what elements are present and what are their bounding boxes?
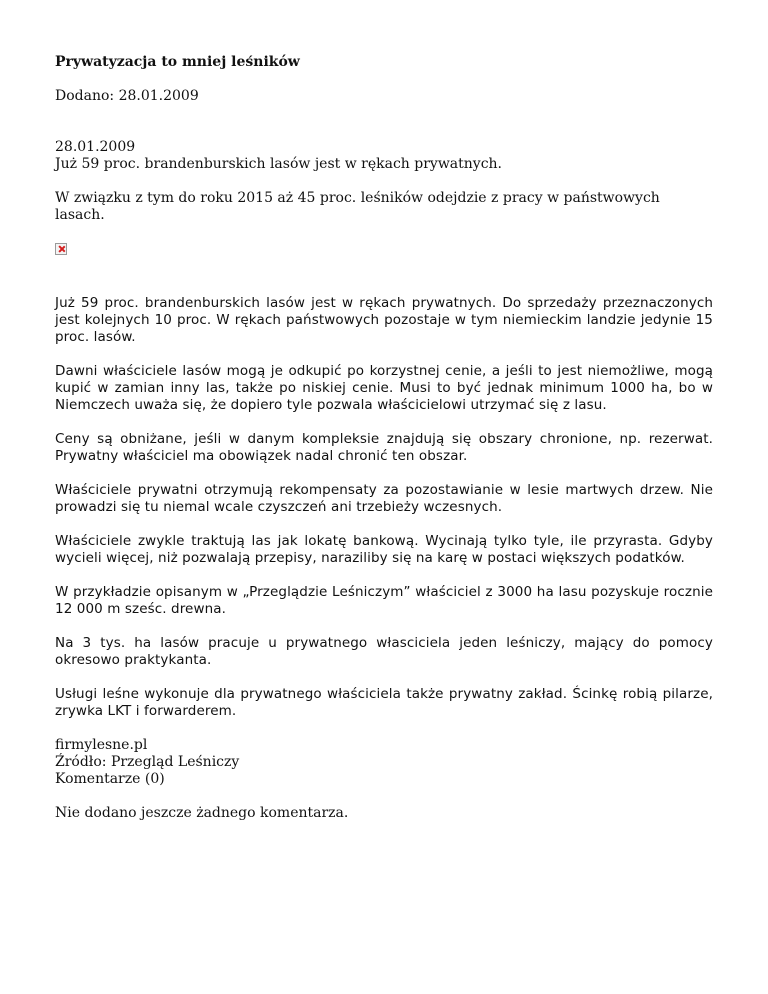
paragraph-4: Właściciele prywatni otrzymują rekompensaty za pozostawianie w lesie martwych drzew. Nie prowadzi się tu niemal wcale czyszczeń ani trzebieży wczesnych. — [55, 482, 713, 515]
paragraph-8: Usługi leśne wykonuje dla prywatnego właściciela także prywatny zakład. Ścinkę robią pilarze, zrywka LKT i forwarderem. — [55, 686, 713, 719]
paragraph-3: Ceny są obniżane, jeśli w danym kompleksie znajdują się obszary chronione, np. rezerwat. Prywatny właściciel ma obowiązek nadal chronić ten obszar. — [55, 431, 713, 464]
paragraph-6: W przykładzie opisanym w „Przeglądzie Leśniczym” właściciel z 3000 ha lasu pozyskuje rocznie 12 000 m sześc. drewna. — [55, 584, 713, 617]
lead-line-2: W związku z tym do roku 2015 aż 45 proc. leśników odejdzie z pracy w państwowych lasach. — [55, 190, 660, 223]
site-name: firmylesne.pl — [55, 737, 148, 753]
footer-block — [55, 737, 713, 788]
source-line: Źródło: Przegląd Leśniczy — [55, 754, 240, 770]
comments-count: Komentarze (0) — [55, 771, 165, 787]
spacer — [55, 122, 713, 139]
image-row — [55, 241, 713, 258]
added-date: Dodano: 28.01.2009 — [55, 88, 199, 104]
no-comments-message: Nie dodano jeszcze żadnego komentarza. — [55, 805, 349, 821]
paragraph-2: Dawni właściciele lasów mogą je odkupić po korzystnej cenie, a jeśli to jest niemożliwe, mogą kupić w zamian inny las, także po niskiej cenie. Musi to być jednak minimum 1000 ha, bo w Niemczech uważa się, że dopiero tyle pozwala właścicielowi utrzymać się z lasu. — [55, 363, 713, 413]
lead-block — [55, 139, 713, 173]
article-title: Prywatyzacja to mniej leśników — [55, 54, 300, 70]
image-gap — [55, 275, 713, 295]
broken-image-icon — [55, 243, 67, 255]
lead-date: 28.01.2009 — [55, 139, 136, 155]
lead-line-1: Już 59 proc. brandenburskich lasów jest w rękach prywatnych. — [55, 156, 503, 172]
paragraph-1: Już 59 proc. brandenburskich lasów jest w rękach prywatnych. Do sprzedaży przeznaczonych jest kolejnych 10 proc. W rękach państwowych pozostaje w tym niemieckim landzie jedynie 15 proc. lasów. — [55, 295, 713, 345]
paragraph-7: Na 3 tys. ha lasów pracuje u prywatnego własciciela jeden leśniczy, mający do pomocy okresowo praktykanta. — [55, 635, 713, 668]
article — [55, 54, 713, 839]
paragraph-5: Właściciele zwykle traktują las jak lokatę bankową. Wycinają tylko tyle, ile przyrasta. Gdyby wycieli więcej, niż pozwalają przepisy, naraziliby się na karę w postaci większych podatków. — [55, 533, 713, 566]
